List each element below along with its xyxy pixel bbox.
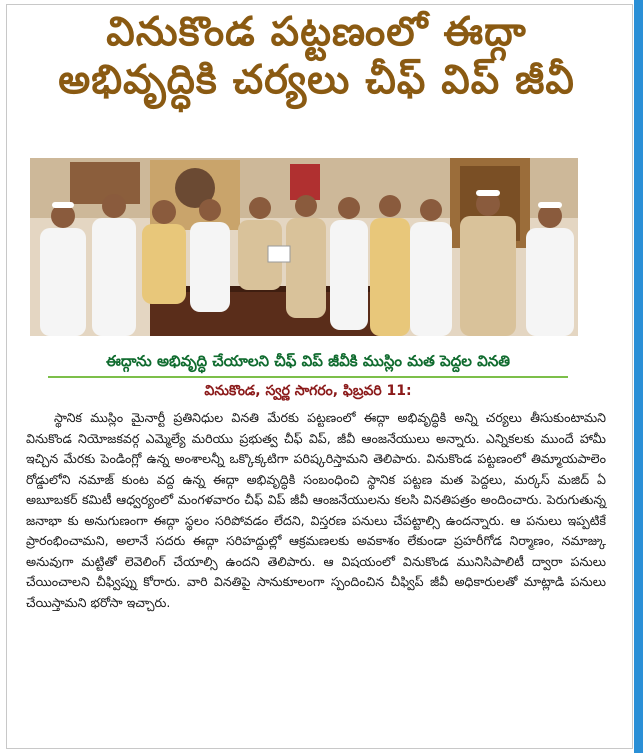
sub-headline: ఈద్గాను అభివృద్ధి చేయాలని చీఫ్ విప్ జీవీకి ముస్లిం మత పెద్దల వినతి: [105, 352, 511, 370]
article-body: స్థానిక ముస్లిం మైనార్టీ ప్రతినిధుల వినతి మేరకు పట్టణంలో ఈద్గా అభివృద్ధికి అన్ని చర్యలు తీసుకుంటామని వినుకొండ నియోజకవర్గ ఎమ్మెల్యే మరియు ప్రభుత్వ చీఫ్ విప్, జీవీ ఆంజనేయులు అన్నారు. ఎన్నికలకు ముందే హామీ ఇచ్చిన మేరకు పెండింగ్లో ఉన్న అంశాలన్నీ ఒక్కొక్కటిగా పరిష్కరిస్తామని తెలిపారు. వినుకొండ పట్టణంలో తిమ్మాయపాలెం రోడ్డులోని నమాజ్ కుంట వద్ద ఉన్న ఈద్గా అభివృద్ధికి సంబంధించి స్థానిక పట్టణ మత పెద్దలు, మర్కస్ మజిద్ ఏ అబూబకర్ కమిటీ ఆధ్వర్యంలో మంగళవారం చీఫ్ విప్ జీవీ ఆంజనేయులను కలసి వినతిపత్రం అందించారు. పెరుగుతున్న జనాభా కు అనుగుణంగా ఈద్గా స్థలం సరిపోవడం లేదని, విస్తరణ పనులు చేపట్టాల్సి ఉందన్నారు. ఆ పనులు ఇప్పటికే ప్రారంభించామని, అలానే సదరు ఈద్గా సరిహద్దుల్లో ఆక్రమణలకు అవకాశం లేకుండా ప్రహరీగోడ నిర్మాణం, నమాజ్కు అనువుగా మట్టితో లెవెలింగ్ చేయాల్సి ఉందని తెలిపారు. ఆ విషయంలో వినుకొండ మునిసిపాలిటీ ద్వారా పనులు చేయించాలని చీఫ్విప్ను కోరారు. వారి వినతిపై సానుకూలంగా స్పందించిన చీఫ్విప్ జీవీ అధికారులతో మాట్లాడి పనులు చేయిస్తామని భరోసా ఇచ్చారు.: [26, 410, 606, 610]
sub-headline-underline: [48, 376, 568, 378]
news-photo: [30, 158, 578, 336]
headline-line-1: వినుకొండ పట్టణంలో ఈద్గా: [106, 9, 527, 55]
headline-line-2: అభివృద్ధికి చర్యలు చీఫ్ విప్ జీవీ: [58, 57, 575, 103]
dateline: వినుకొండ, స్వర్ణ సాగరం, ఫిబ్రవరి 11:: [204, 383, 412, 399]
headline: [6, 6, 627, 102]
edge-strip: [634, 0, 643, 753]
